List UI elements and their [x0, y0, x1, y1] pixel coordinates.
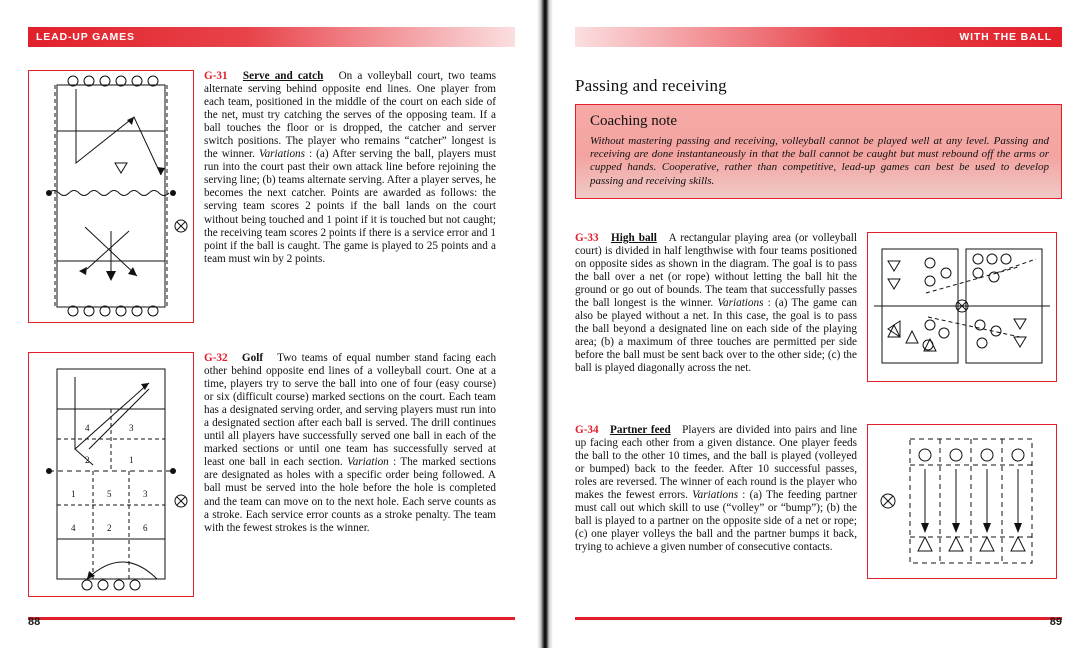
entry-g32-variations-label: Variation: [347, 456, 389, 469]
running-head-right-label: WITH THE BALL: [959, 31, 1052, 43]
section-title: Passing and receiving: [575, 76, 727, 95]
coaching-note-text: Without mastering passing and receiving, volleyball cannot be played well at any level. Passing and receiving are done instantaneously in that the ball cannot be caught but must rebound off the arms or cupped hands. Cooperative, rather than competitive, lead-up games can best be used to develop passing and receiving skills.: [590, 135, 1049, 187]
partner-feed-court-diagram: [867, 424, 1057, 579]
footer-rule-left: [28, 617, 515, 620]
high-ball-court-diagram: [867, 232, 1057, 382]
entry-g33-title: High ball: [611, 232, 657, 244]
svg-text:3: 3: [129, 423, 134, 433]
entry-g32-title: Golf: [241, 352, 264, 364]
entry-g32-text: [204, 352, 496, 597]
entry-g31-body: On a volleyball court, two teams alternate serving behind opposite end lines. One player from each team, positioned in the middle of the court on each side of the net, must try catching the serves of the opposing team. If a ball touches the floor or is dropped, the catcher and server switch positions. The player who remains “catcher” longest is the winner.: [204, 70, 497, 161]
running-head-right: [575, 27, 1062, 47]
svg-text:4: 4: [85, 423, 90, 433]
entry-g33-text: [575, 232, 857, 382]
svg-text:6: 6: [143, 523, 148, 533]
golf-court-diagram: [28, 352, 194, 597]
entry-g31-text: [204, 70, 496, 323]
entry-g34-variations: : (a) The feeding partner must call out which skill to use (“volley” or “bump”); (b) the ball is played to a partner on the opposite side of a net or rope; (c) one player volleys the ball and the partner bumps it back, trying to achieve a given number of consecutive contacts.: [575, 489, 857, 554]
entry-g32-code: G-32: [204, 352, 228, 364]
running-head-left-label: LEAD-UP GAMES: [36, 31, 135, 43]
entry-g34-title: Partner feed: [610, 424, 671, 436]
svg-text:1: 1: [71, 489, 76, 499]
folio-left: 88: [28, 616, 41, 628]
coaching-note: [575, 104, 1062, 199]
entry-g34-text: [575, 424, 857, 579]
book-gutter: [537, 0, 553, 648]
coaching-note-heading: Coaching note: [590, 113, 678, 129]
entry-g32-body: Two teams of equal number stand facing each other behind opposite end lines of a volleyball court. One at a time, players try to serve the ball into one of four (easy course) or six (difficult course) marked sections on the court. Each team has a designated serving order, and serving players must run into a designated section after each ball is served. The drill continues until all players have successfully served one ball in each of the marked sections or until one team has successfully served at least one ball in each section.: [204, 352, 497, 469]
entry-g31: [28, 70, 509, 323]
entry-g33: [575, 232, 1062, 382]
svg-text:3: 3: [143, 489, 148, 499]
svg-text:1: 1: [129, 455, 134, 465]
entry-g33-variations-label: Variations: [717, 297, 764, 310]
svg-text:4: 4: [71, 523, 76, 533]
entry-g34: [575, 424, 1062, 579]
entry-g31-title: Serve and catch: [242, 70, 324, 82]
left-page: [0, 0, 537, 648]
entry-g33-variations: : (a) The game can also be played without a net. In this case, the goal is to pass the ball beyond a designated line on each side of the playing area; (b) a maximum of three touches are permitted per side before the ball must be sent back over to the other side; (c) the ball is played diagonally across the net.: [575, 297, 858, 375]
entry-g33-body: A rectangular playing area (or volleyball court) is divided in half lengthwise with four teams positioned on opposite sides as shown in the diagram. The goal is to pass the ball over a net (or rope) without letting the ball hit the ground or go out of bounds. The team that successfully passes the ball longest is the winner.: [575, 232, 858, 310]
entry-g31-variations-label: Variations: [258, 148, 305, 161]
folio-right: 89: [1049, 616, 1062, 628]
footer-rule-right: [575, 617, 1062, 620]
entry-g33-code: G-33: [575, 232, 599, 244]
entry-g34-code: G-34: [575, 424, 599, 436]
right-page: [553, 0, 1090, 648]
entry-g32-variations: : The marked sections are designated as holes with a specific order being followed. A ball must be served into the hole before the hole is completed and the team can move on to the next hole. Each serve counts as a stroke. Each service error counts as a stroke penalty. The team with the fewest strokes is the winner.: [204, 456, 497, 534]
svg-text:5: 5: [107, 489, 112, 499]
serve-and-catch-court-diagram: [28, 70, 194, 323]
running-head-left: [28, 27, 515, 47]
svg-text:2: 2: [85, 455, 90, 465]
entry-g31-code: G-31: [204, 70, 228, 82]
entry-g34-variations-label: Variations: [692, 489, 739, 502]
entry-g34-body: Players are divided into pairs and line up facing each other from a given distance. One player feeds the ball to the other 10 times, and the ball is played (volleyed or bumped) back to the feeder. After 10 successful passes, roles are reversed. The winner of each round is the player who makes the fewest errors.: [575, 424, 858, 502]
svg-text:2: 2: [107, 523, 112, 533]
entry-g32: [28, 352, 509, 597]
entry-g31-variations: : (a) After serving the ball, players must run into the court past their own attack line before rejoining the serving line; (b) teams alternate serving. After a player serves, he becomes the next catcher. Points are awarded as follows: the serving team scores 2 points if the ball lands on the court without being touched and 1 point if it is touched but not caught; the receiving team scores 2 points if there is a service error and 1 point if the ball is caught. The game is played to 25 points and a team must win by 2 points.: [204, 148, 497, 265]
